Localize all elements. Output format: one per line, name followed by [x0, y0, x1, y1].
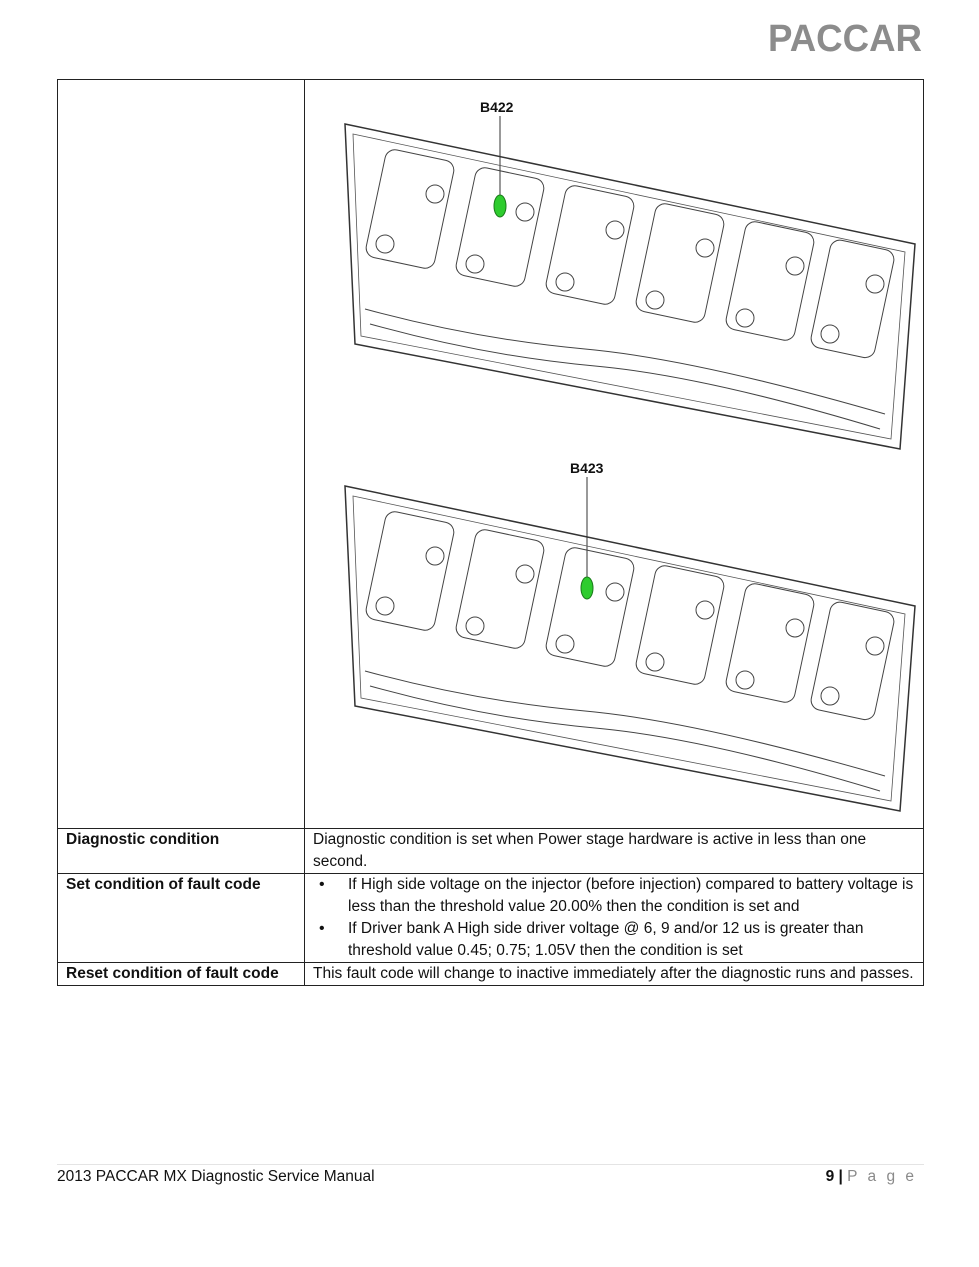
list-item: • If High side voltage on the injector (before injection) compared to battery voltage is less than the threshold value 20.00% then the condition is set and	[313, 874, 915, 918]
row-value: This fault code will change to inactive immediately after the diagnostic runs and passes.	[305, 963, 924, 986]
footer-divider	[57, 1164, 924, 1165]
condition-list	[313, 874, 915, 962]
callout-b422: B422	[480, 99, 514, 115]
page-number: 9	[825, 1168, 835, 1185]
row-label: Reset condition of fault code	[58, 963, 305, 986]
page-separator: |	[838, 1168, 843, 1185]
reset-condition-row	[58, 963, 924, 986]
row-value: Diagnostic condition is set when Power stage hardware is active in less than one second.	[305, 829, 924, 874]
row-label: Set condition of fault code	[58, 874, 305, 963]
paccar-logo	[768, 18, 924, 56]
footer-page-info	[826, 1168, 917, 1186]
row-value	[305, 874, 924, 963]
cylinder-head-diagram-b422	[325, 94, 925, 454]
page-word: P a g e	[847, 1168, 917, 1185]
figure-cell	[305, 80, 924, 829]
sensor-highlight-b422	[494, 195, 506, 217]
diagnostic-condition-row	[58, 829, 924, 874]
cylinder-head-drawing	[345, 124, 915, 449]
figure-row	[58, 80, 924, 829]
set-condition-row	[58, 874, 924, 963]
row-label: Diagnostic condition	[58, 829, 305, 874]
callout-b423: B423	[570, 460, 604, 476]
footer-title: 2013 PACCAR MX Diagnostic Service Manual	[57, 1168, 375, 1185]
list-item: • If Driver bank A High side driver voltage @ 6, 9 and/or 12 us is greater than threshold value 0.45; 0.75; 1.05V then the condition is set	[313, 918, 915, 962]
figure-label-cell	[58, 80, 305, 829]
cylinder-head-diagram-b423	[325, 456, 925, 816]
sensor-highlight-b423	[581, 577, 593, 599]
cylinder-head-drawing	[345, 486, 915, 811]
logo-text: PACCAR	[768, 18, 922, 56]
fault-code-table	[57, 79, 924, 986]
